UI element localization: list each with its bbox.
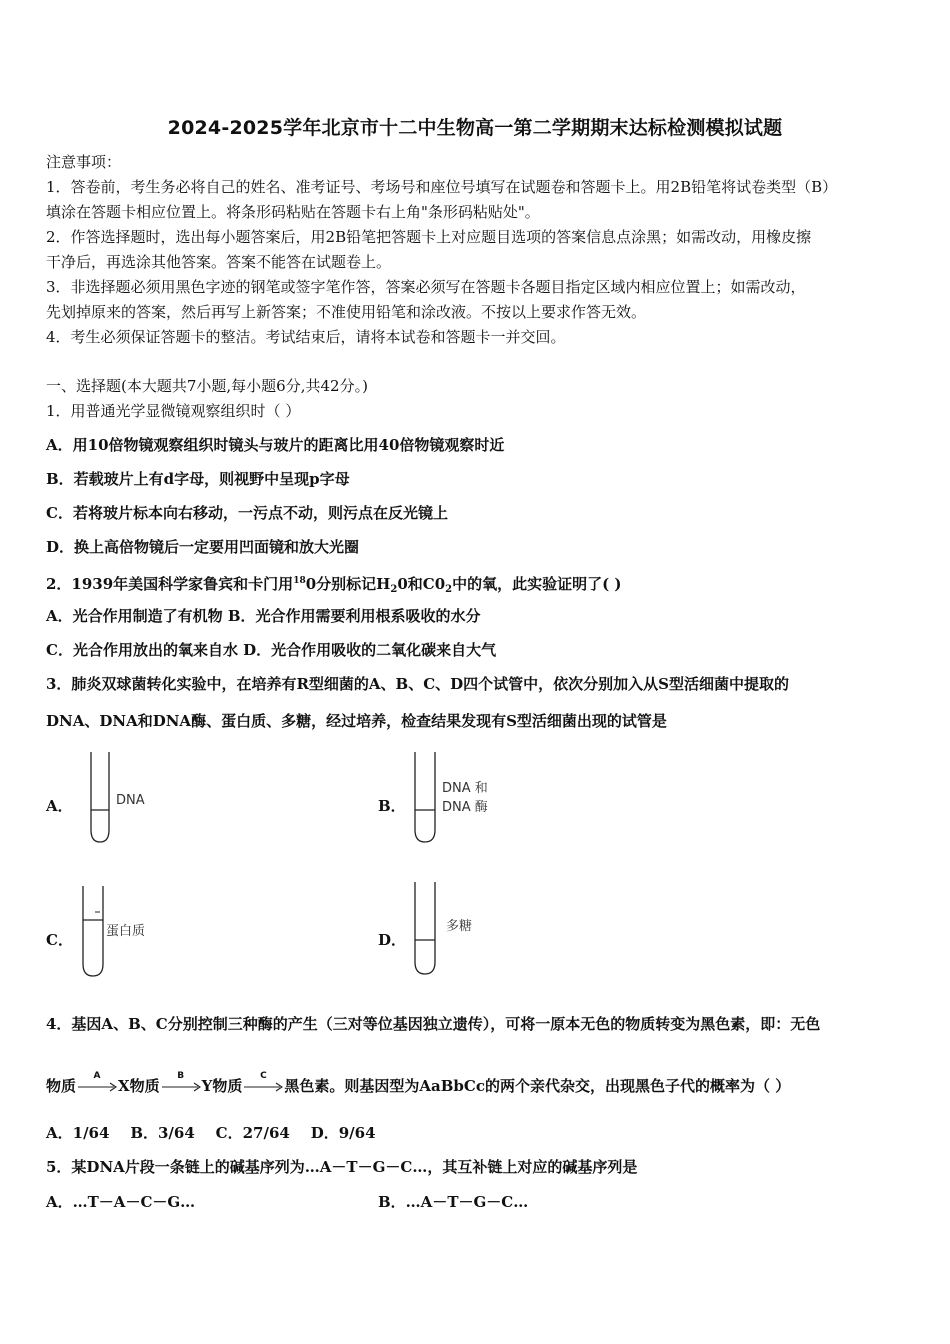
tube-a-label: DNA [116,793,145,808]
question-2-superscript: 18 [293,576,306,586]
question-2-stem-part-a: 2．1939年美国科学家鲁宾和卡门用 [46,575,294,593]
question-5-option-a: A．…T－A－C－G… [46,1193,196,1211]
question-2-options-ab: A．光合作用制造了有机物 B．光合作用需要利用根系吸收的水分 [46,607,481,625]
question-1-option-d: D．换上高倍物镜后一定要用凹面镜和放大光圈 [46,538,360,556]
pathway-start: 物质 [46,1077,77,1095]
notice-item-3-line-1: 3．非选择题必须用黑色字迹的钢笔或签字笔作答，答案必须写在答题卡各题目指定区域内相应位置上；如需改动， [46,278,806,296]
question-4-options: A．1/64 B．3/64 C．27/64 D．9/64 [46,1124,376,1142]
test-tube-d [410,880,444,978]
test-tube-a [86,750,116,846]
question-3-stem-line-2: DNA、DNA和DNA酶、蛋白质、多糖，经过培养，检查结果发现有S型活细菌出现的试管是 [46,712,667,730]
question-2-stem [46,571,622,600]
question-1-option-b: B．若载玻片上有d字母，则视野中呈现p字母 [46,470,350,488]
pathway-end: 黑色素。则基因型为AaBbCc的两个亲代杂交，出现黑色子代的概率为（ ） [284,1077,791,1095]
question-2-stem-part-b: 0分别标记H [305,575,391,593]
arrow-b-label: B [177,1071,185,1081]
pathway-y: Y物质 [201,1077,243,1095]
question-4-pathway-line [46,1071,791,1096]
notice-item-2-line-1: 2．作答选择题时，选出每小题答案后，用2B铅笔把答题卡上对应题目选项的答案信息点涂黑；如需改动，用橡皮擦 [46,228,812,246]
question-4-stem-line-1: 4．基因A、B、C分别控制三种酶的产生（三对等位基因独立遗传），可将一原本无色的物质转变为黑色素，即：无色 [46,1015,821,1033]
arrow-a-icon [76,1071,118,1095]
question-3-option-c-letter: C． [46,931,73,949]
tube-b-label-1: DNA 和 [442,781,488,796]
arrow-a-label: A [93,1071,101,1081]
notice-heading: 注意事项： [46,153,122,171]
notice-item-1-line-2: 填涂在答题卡相应位置上。将条形码粘贴在答题卡右上角"条形码粘贴处"。 [46,203,540,221]
question-3-stem-line-1: 3．肺炎双球菌转化实验中，在培养有R型细菌的A、B、C、D四个试管中，依次分别加入从S型活细菌中提取的 [46,675,790,693]
question-2-subscript-1: 2 [390,584,398,595]
question-1-option-c: C．若将玻片标本向右移动，一污点不动，则污点在反光镜上 [46,504,448,522]
question-5-stem: 5．某DNA片段一条链上的碱基序列为…A－T－G－C…，其互补链上对应的碱基序列是 [46,1158,638,1176]
question-3-option-d-letter: D． [378,931,407,949]
notice-item-1-line-1: 1．答卷前，考生务必将自己的姓名、准考证号、考场号和座位号填写在试题卷和答题卡上。用2B铅笔将试卷类型（B） [46,178,838,196]
section-heading: 一、选择题(本大题共7小题,每小题6分,共42分。) [46,377,368,395]
question-2-options-cd: C．光合作用放出的氧来自水 D．光合作用吸收的二氧化碳来自大气 [46,641,497,659]
question-2-stem-part-d: 中的氧，此实验证明了( ) [452,575,622,593]
page-title: 2024-2025学年北京市十二中生物高一第二学期期末达标检测模拟试题 [167,117,783,139]
question-3-option-b-letter: B． [378,797,406,815]
notice-item-2-line-2: 干净后，再选涂其他答案。答案不能答在试题卷上。 [46,253,392,271]
question-2-subscript-2: 2 [445,584,453,595]
question-5-option-b: B．…A－T－G－C… [378,1193,529,1211]
notice-item-3-line-2: 先划掉原来的答案，然后再写上新答案；不准使用铅笔和涂改液。不按以上要求作答无效。 [46,303,647,321]
arrow-c-label: C [260,1071,267,1081]
arrow-b-icon [160,1071,202,1095]
question-2-stem-part-c: 0和C0 [397,575,446,593]
question-1-stem: 1．用普通光学显微镜观察组织时（ ） [46,402,301,420]
question-3-option-a-letter: A． [46,797,73,815]
tube-c-label: 蛋白质 [106,924,146,939]
tube-b-label-2: DNA 酶 [442,800,488,815]
question-1-option-a: A．用10倍物镜观察组织时镜头与玻片的距离比用40倍物镜观察时近 [46,436,505,454]
notice-item-4: 4．考生必须保证答题卡的整洁。考试结束后，请将本试卷和答题卡一并交回。 [46,328,566,346]
tube-d-label: 多糖 [446,919,473,934]
pathway-x: X物质 [118,1077,160,1095]
test-tube-b [410,750,444,846]
arrow-c-icon [242,1071,284,1095]
